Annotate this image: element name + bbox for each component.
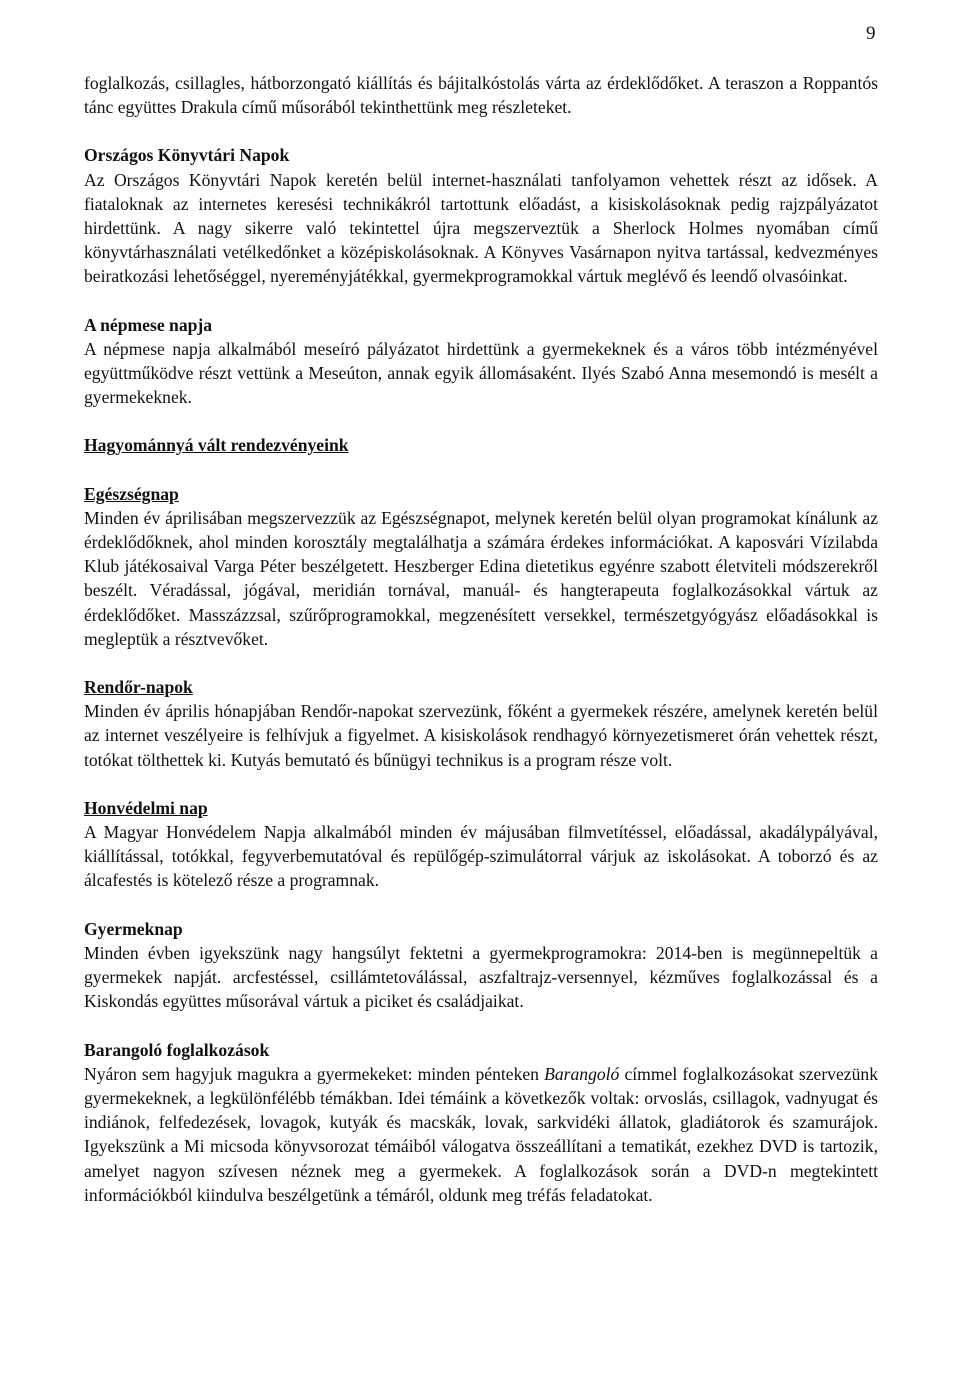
paragraph-gyermeknap: Minden évben igyekszünk nagy hangsúlyt fektetni a gyermekprogramokra: 2014-ben is megünnepeltük a gyermekek napját. arcfestéssel, csillámtetoválással, aszfaltrajz-versennyel, kézműves foglalkozással és a Kiskondás együttes műsorával vártuk a piciket és családjaikat. [84, 942, 878, 1012]
heading-egeszsegnap: Egészségnap [84, 483, 179, 504]
paragraph-honvedelmi-nap: A Magyar Honvédelem Napja alkalmából minden év májusában filmvetítéssel, előadással, akadálypályával, kiállítással, totókkal, fegyverbemutatóval és repülőgép-szimulátorral várjuk az iskolásokat. A toborzó és az álcafestés is kötelező része a programnak. [84, 822, 878, 891]
barangolo-text-end: címmel foglalkozásokat szervezünk gyermekeknek, a legkülönfélébb témákban. Idei témáink a következők voltak: orvoslás, csillagok, vadnyugat és indiánok, felfedezések, lovagok, kutyák és macskák, lovak, sarkvidéki állatok, gladiátorok és szamurájok. Igyekszünk a Mi micsoda könyvsorozat témáiból válogatva összeállítani a tematikát, ezekhez DVD is tartozik, amelyet nagyon szívesen néznek meg a gyermekek. A foglalkozások során a DVD-n megtekintett információkból kiindulva beszélgetünk a témáról, oldunk meg tréfás feladatokat. [84, 1063, 878, 1205]
barangolo-italic-title: Barangoló [544, 1063, 620, 1084]
paragraph-rendor-napok: Minden év április hónapjában Rendőr-napokat szervezünk, főként a gyermekek részére, amelynek keretén belül az internet veszélyeire is felhívjuk a figyelmet. A kisiskolások rendhagyó környezetismeret órán vehettek részt, totókat tölthettek ki. Kutyás bemutató és bűnügyi technikus is a program része volt. [84, 701, 878, 770]
paragraph-barangolo [84, 1062, 878, 1207]
barangolo-text-start: Nyáron sem hagyjuk magukra a gyermekeket: minden pénteken [84, 1063, 545, 1084]
document-body [84, 71, 878, 1207]
paragraph-egeszsegnap: Minden év áprilisában megszervezzük az Egészségnapot, melynek keretén belül olyan programokat kínálunk az érdeklődőknek, ahol minden korosztály megtalálhatja a számára érdekes információkat. A kaposvári Vízilabda Klub játékosaival Varga Péter beszélgetett. Heszberger Edina dietetikus egyénre szabott életviteli módszerekről beszélt. Véradással, jógával, meridián tornával, manuál- és hangterapeuta foglalkozásokkal vártuk az érdeklődőket. Masszázzsal, szűrőprogramokkal, megzenésített versekkel, természetgyógyász előadásokkal is megleptük a résztvevőket. [84, 507, 878, 649]
heading-konyvtari-napok: Országos Könyvtári Napok [84, 145, 290, 166]
heading-honvedelmi-nap: Honvédelmi nap [84, 797, 208, 818]
heading-gyermeknap: Gyermeknap [84, 918, 183, 939]
heading-rendor-napok: Rendőr-napok [84, 677, 193, 698]
heading-nepmese-napja: A népmese napja [84, 314, 213, 335]
heading-hagyomanyos-rendezvenyek: Hagyománnyá vált rendezvényeink [84, 435, 349, 456]
heading-barangolo: Barangoló foglalkozások [84, 1039, 270, 1060]
intro-paragraph: foglalkozás, csillagles, hátborzongató kiállítás és bájitalkóstolás várta az érdeklődőket. A teraszon a Roppantós tánc együttes Drakula című műsorából tekinthettünk meg részleteket. [84, 73, 878, 118]
paragraph-nepmese-napja: A népmese napja alkalmából meseíró pályázatot hirdettünk a gyermekeknek és a város több intézményével együttműködve részt vettünk a Meseúton, annak egyik állomásaként. Ilyés Szabó Anna mesemondó is mesélt a gyermekeknek. [84, 338, 878, 408]
page-number: 9 [866, 23, 876, 44]
paragraph-konyvtari-napok: Az Országos Könyvtári Napok keretén belül internet-használati tanfolyamon vehettek részt az idősek. A fiataloknak az internetes keresési technikákról tartottunk előadást, a kisiskolásoknak pedig rajzpályázatot hirdettünk. A nagy sikerre való tekintettel újra megszerveztük a Sherlock Holmes nyomában című könyvtárhasználati vetélkedőnket a középiskolásoknak. A Könyves Vasárnapon nyitva tartással, kedvezményes beiratkozási lehetőséggel, nyereményjátékkal, gyermekprogramokkal vártuk meglévő és leendő olvasóinkat. [84, 169, 878, 287]
